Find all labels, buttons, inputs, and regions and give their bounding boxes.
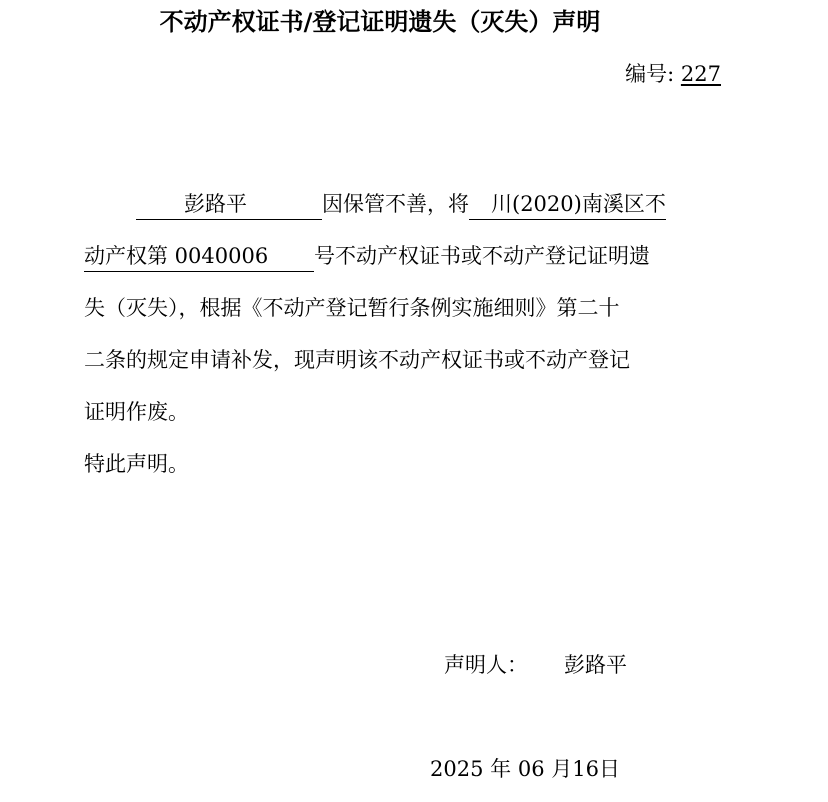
statement-body [84, 178, 720, 490]
declarant [444, 648, 627, 682]
holder-name: 彭路平 [184, 192, 247, 216]
declarant-label: 声明人： [444, 653, 528, 677]
statement-line-3: 失（灭失），根据《不动产登记暂行条例实施细则》第二十 [84, 296, 620, 320]
date-month: 06 [517, 757, 545, 781]
statement-closing: 特此声明。 [84, 452, 189, 476]
document-title: 不动产权证书/登记证明遗失（灭失）声明 [159, 8, 601, 36]
document-number-value: 227 [680, 62, 721, 86]
date-year: 2025 [430, 757, 484, 781]
statement-line-4: 二条的规定申请补发，现声明该不动产权证书或不动产登记 [84, 348, 630, 372]
date-day: 16 [572, 757, 599, 781]
statement-line-2 [84, 230, 720, 282]
statement-text-1: 因保管不善，将 [322, 192, 469, 216]
date-month-unit: 月 [551, 757, 573, 781]
date-year-unit: 年 [490, 757, 512, 781]
statement-line-1 [84, 178, 720, 230]
holder-name-field [136, 189, 322, 220]
document-number [625, 58, 721, 90]
document-number-label: 编号: [625, 62, 675, 86]
date-day-unit: 日 [598, 757, 620, 781]
statement-text-2: 号不动产权证书或不动产登记证明遗 [314, 244, 650, 268]
certificate-prefix: 川(2020)南溪区不 [469, 189, 666, 220]
certificate-number: 动产权第 0040006 [84, 241, 314, 272]
statement-date [430, 752, 620, 786]
statement-line-5: 证明作废。 [84, 400, 189, 424]
declarant-name: 彭路平 [564, 653, 627, 677]
